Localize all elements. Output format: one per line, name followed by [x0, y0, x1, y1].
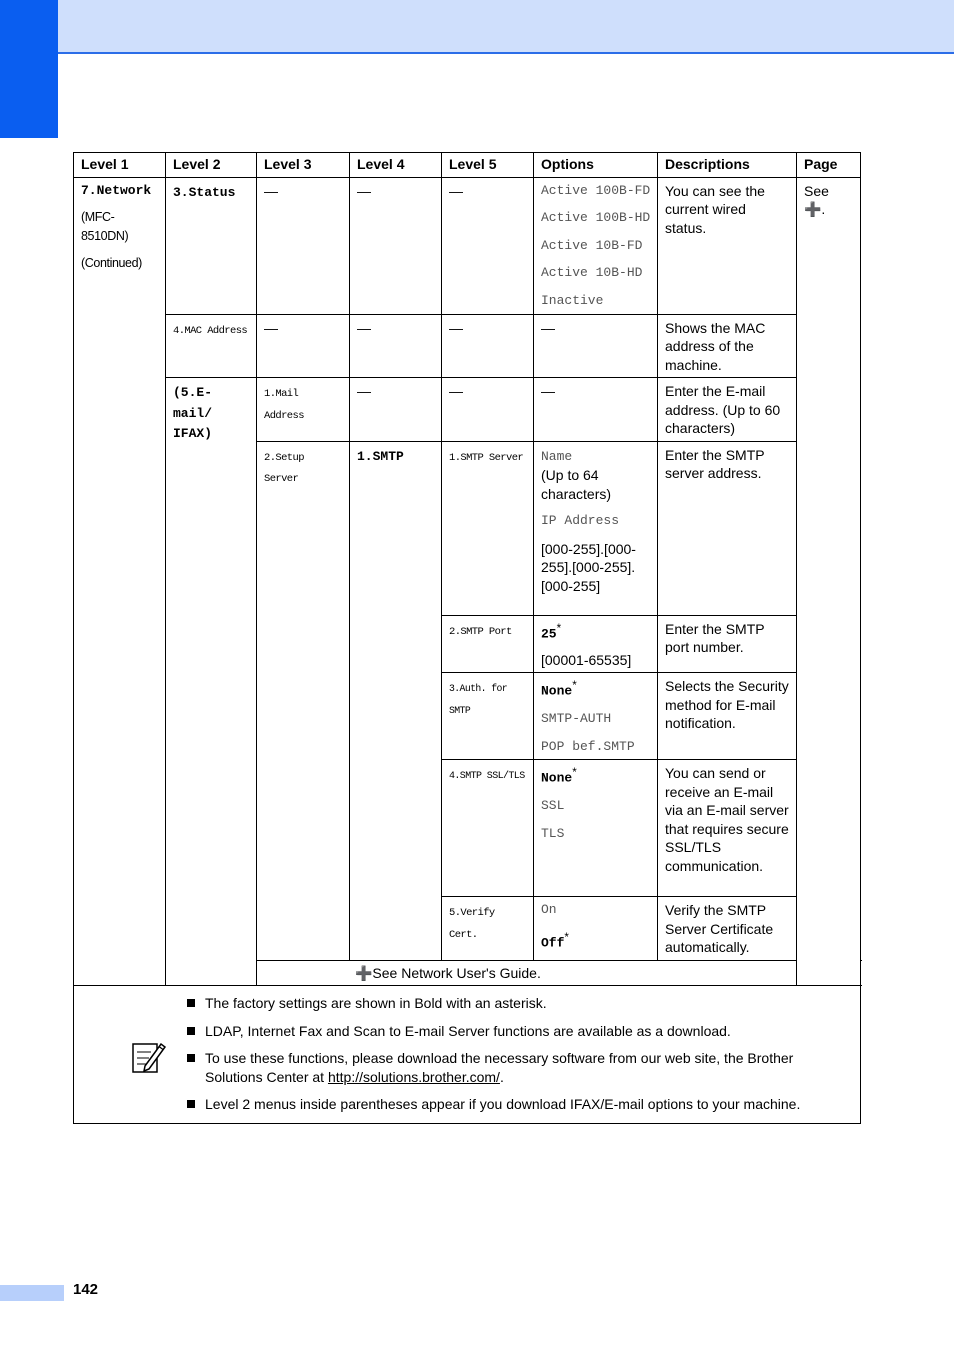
level3-setup-server: 2.Setup Server: [257, 441, 350, 960]
level5-smtp-port: 2.SMTP Port: [442, 615, 534, 673]
level5-mac: —: [442, 314, 534, 378]
option-active-10b-hd: Active 10B-HD: [541, 265, 643, 280]
option-on: On: [541, 902, 557, 918]
option-active-100b-hd: Active 100B-HD: [541, 210, 651, 225]
header-band: [0, 0, 954, 54]
level5-ssl-tls: 4.SMTP SSL/TLS: [442, 760, 534, 897]
table-row-status: [74, 177, 861, 314]
note-pencil-icon: [131, 1038, 167, 1074]
option-smtp-auth: SMTP-AUTH: [541, 711, 612, 727]
option-pop-bef-smtp: POP bef.SMTP: [541, 738, 635, 754]
table-row-mail-address: [74, 378, 861, 442]
options-smtp-port: 25* [00001-65535]: [534, 615, 658, 673]
level1-network: 7.Network: [81, 182, 152, 198]
options-mac: —: [534, 314, 658, 378]
header-descriptions: Descriptions: [658, 153, 797, 178]
header-level5: Level 5: [442, 153, 534, 178]
level1-model: (MFC-8510DN): [81, 210, 129, 243]
footnote-text: ➕See Network User's Guide.: [355, 964, 541, 981]
options-verify-cert: On Off*: [534, 897, 658, 961]
options-ssl-tls: None* SSL TLS: [534, 760, 658, 897]
option-none-default: None: [541, 683, 573, 699]
footnote: [257, 960, 861, 986]
option-name-note: (Up to 64 characters): [541, 467, 612, 502]
level5-auth: 3.Auth. for SMTP: [442, 673, 534, 760]
option-tls: TLS: [541, 825, 565, 841]
desc-mac: Shows the MAC address of the machine.: [658, 314, 797, 378]
level2-status: 3.Status: [166, 177, 257, 314]
options-auth: None* SMTP-AUTH POP bef.SMTP: [534, 673, 658, 760]
desc-status: You can see the current wired status.: [658, 177, 797, 314]
footer-band: [0, 1285, 64, 1301]
solutions-link[interactable]: http://solutions.brother.com/: [327, 1068, 500, 1085]
option-active-100b-fd: Active 100B-FD: [541, 182, 651, 198]
level1-cell: [74, 177, 166, 986]
note-item-2: LDAP, Internet Fax and Scan to E-mail Server functions are available as a download.: [179, 1022, 834, 1041]
desc-verify-cert: Verify the SMTP Server Certificate automatically.: [658, 897, 797, 961]
level3-mail-address: 1.Mail Address: [257, 378, 350, 442]
options-smtp-server: [534, 441, 658, 615]
note-item-3: To use these functions, please download the necessary software from our web site, the Brother Solutions Center at http://solutions.brother.com/.: [179, 1049, 834, 1086]
chapter-tab: [0, 0, 58, 138]
option-25-default: 25: [541, 626, 557, 642]
option-ip-address: IP Address: [541, 513, 620, 528]
options-mail: —: [534, 378, 658, 442]
note-row: [74, 986, 861, 1124]
level1-continued: (Continued): [81, 256, 142, 270]
option-active-10b-fd: Active 10B-FD: [541, 237, 643, 253]
level4-smtp: 1.SMTP: [350, 441, 442, 960]
header-options: Options: [534, 153, 658, 178]
option-none-default: None: [541, 770, 573, 786]
desc-auth: Selects the Security method for E-mail notification.: [658, 673, 797, 760]
note-item-1: The factory settings are shown in Bold with an asterisk.: [179, 994, 834, 1013]
page-number: 142: [73, 1281, 99, 1298]
table-row-mac: [74, 314, 861, 378]
level4-mail: —: [350, 378, 442, 442]
desc-smtp-port: Enter the SMTP port number.: [658, 615, 797, 673]
level5-mail: —: [442, 378, 534, 442]
level4-status: —: [350, 177, 442, 314]
option-name: Name: [541, 448, 573, 464]
header-level4: Level 4: [350, 153, 442, 178]
desc-mail: Enter the E-mail address. (Up to 60 characters): [658, 378, 797, 442]
option-port-range: [00001-65535]: [541, 651, 632, 668]
option-ssl: SSL: [541, 798, 565, 814]
header-level1: Level 1: [74, 153, 166, 178]
level5-status: —: [442, 177, 534, 314]
level4-mac: —: [350, 314, 442, 378]
level5-smtp-server: 1.SMTP Server: [442, 441, 534, 615]
level5-verify-cert: 5.Verify Cert.: [442, 897, 534, 961]
option-off-default: Off: [541, 935, 565, 951]
desc-ssl-tls: You can send or receive an E-mail via an E-mail server that requires secure SSL/TLS communication.: [658, 760, 797, 897]
level3-mac: —: [257, 314, 350, 378]
options-status: [534, 177, 658, 314]
option-inactive: Inactive: [541, 292, 604, 308]
note-item-4: Level 2 menus inside parentheses appear if you download IFAX/E-mail options to your machine.: [179, 1095, 834, 1114]
note-cell: [74, 986, 861, 1124]
level2-email: (5.E-mail/ IFAX): [166, 378, 257, 986]
level2-mac: 4.MAC Address: [166, 314, 257, 378]
header-level2: Level 2: [166, 153, 257, 178]
level3-status: —: [257, 177, 350, 314]
page-cell: See ➕.: [797, 177, 861, 986]
menu-table: [73, 152, 861, 1124]
header-level3: Level 3: [257, 153, 350, 178]
header-page: Page: [797, 153, 861, 178]
header-row: [74, 153, 861, 178]
desc-smtp-server: Enter the SMTP server address.: [658, 441, 797, 615]
option-ip-range: [000-255].[000-255].[000-255].[000-255]: [541, 540, 636, 594]
